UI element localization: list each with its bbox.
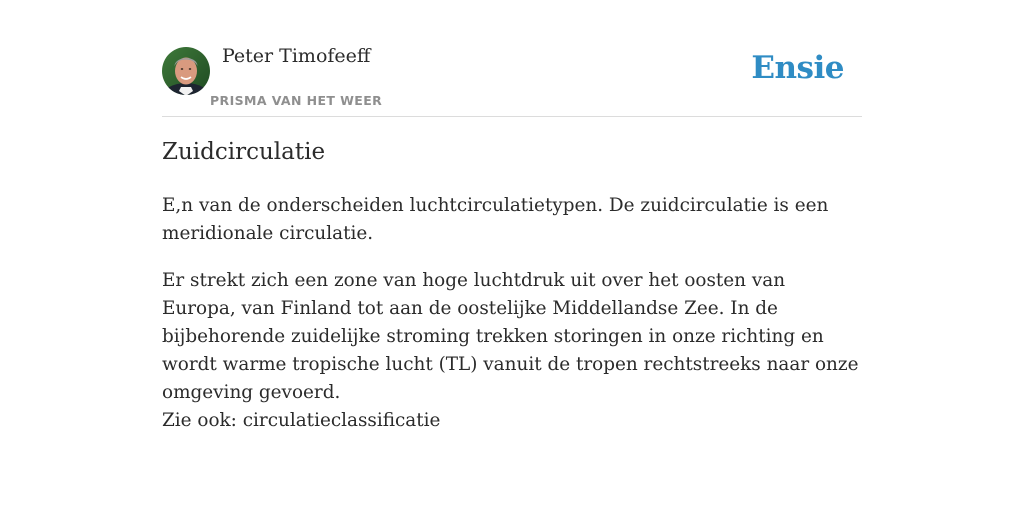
source-label[interactable]: PRISMA VAN HET WEER bbox=[210, 93, 383, 108]
article-title: Zuidcirculatie bbox=[162, 139, 326, 165]
author-avatar[interactable] bbox=[162, 47, 210, 95]
article-paragraph: E,n van de onderscheiden luchtcirculatietypen. De zuidcirculatie is een meridionale circulatie. bbox=[162, 195, 829, 244]
article-paragraph: Er strekt zich een zone van hoge luchtdruk uit over het oosten van Europa, van Finland tot aan de oostelijke Middellandse Zee. In de bijbehorende zuidelijke stroming trekken storingen in onze richting en wordt warme tropische lucht (TL) vanuit de tropen rechtstreeks naar onze omgeving gevoerd. bbox=[162, 270, 859, 403]
definition-card bbox=[162, 0, 862, 512]
card-header bbox=[162, 0, 862, 117]
avatar-photo bbox=[162, 47, 210, 95]
author-name[interactable]: Peter Timofeeff bbox=[222, 45, 371, 67]
see-also-line: Zie ook: circulatieclassificatie bbox=[162, 410, 441, 431]
ensie-logo[interactable]: Ensie bbox=[751, 50, 844, 86]
